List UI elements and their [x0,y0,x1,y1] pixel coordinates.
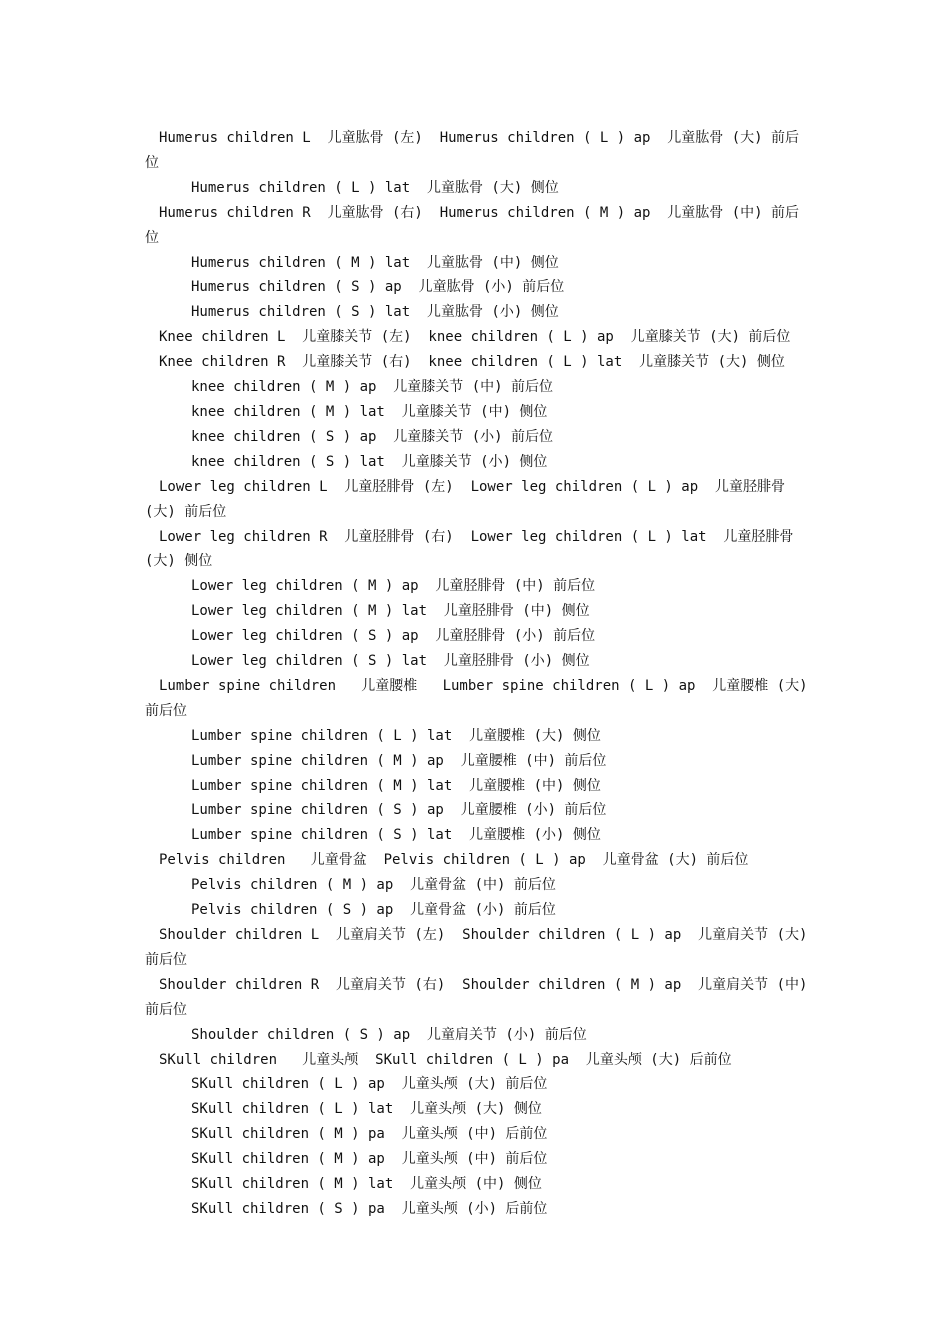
entry-subline: Pelvis children ( S ) ap 儿童骨盆 (小) 前后位 [191,902,556,919]
entry-heading-line: Knee children R 儿童膝关节 (右) knee children ( L ) lat 儿童膝关节 (大) 侧位 [159,354,785,371]
entry-subline: knee children ( S ) lat 儿童膝关节 (小) 侧位 [191,453,548,470]
entry-subline: knee children ( S ) ap 儿童膝关节 (小) 前后位 [191,428,554,445]
entry-subline: SKull children ( M ) pa 儿童头颅 (中) 后前位 [191,1126,548,1143]
entry-subline: knee children ( M ) lat 儿童膝关节 (中) 侧位 [191,403,548,420]
entry-subline: Humerus children ( S ) lat 儿童肱骨 (小) 侧位 [191,304,559,321]
entry-heading-line: Pelvis children 儿童骨盆 Pelvis children ( L ) ap 儿童骨盆 (大) 前后位 [159,852,749,869]
entry-heading-line: Lumber spine children 儿童腰椎 Lumber spine children ( L ) ap 儿童腰椎 (大) 前后位 [145,677,817,719]
entry-heading-line: Knee children L 儿童膝关节 (左) knee children ( L ) ap 儿童膝关节 (大) 前后位 [159,329,791,346]
entry-heading-line: Humerus children R 儿童肱骨 (右) Humerus children ( M ) ap 儿童肱骨 (中) 前后位 [145,204,800,246]
entry-subline: SKull children ( M ) lat 儿童头颅 (中) 侧位 [191,1176,542,1193]
entry-subline: Shoulder children ( S ) ap 儿童肩关节 (小) 前后位 [191,1026,587,1043]
document-body [145,126,817,1222]
entry-subline: Humerus children ( L ) lat 儿童肱骨 (大) 侧位 [191,179,559,196]
entry-heading-line: Lower leg children R 儿童胫腓骨 (右) Lower leg children ( L ) lat 儿童胫腓骨 (大) 侧位 [145,528,802,570]
entry-subline: Humerus children ( M ) lat 儿童肱骨 (中) 侧位 [191,254,559,271]
entry-heading-line: Shoulder children L 儿童肩关节 (左) Shoulder children ( L ) ap 儿童肩关节 (大) 前后位 [145,927,816,968]
entry-subline: Lower leg children ( M ) lat 儿童胫腓骨 (中) 侧位 [191,603,590,620]
entry-subline: Lumber spine children ( M ) lat 儿童腰椎 (中) 侧位 [191,777,601,794]
entry-subline: SKull children ( L ) ap 儿童头颅 (大) 前后位 [191,1076,548,1093]
entry-subline: Lower leg children ( M ) ap 儿童胫腓骨 (中) 前后位 [191,578,596,595]
entry-subline: knee children ( M ) ap 儿童膝关节 (中) 前后位 [191,379,554,396]
entry-subline: Lumber spine children ( M ) ap 儿童腰椎 (中) 前后位 [191,752,607,769]
entry-subline: SKull children ( L ) lat 儿童头颅 (大) 侧位 [191,1101,542,1118]
entry-heading-line: Lower leg children L 儿童胫腓骨 (左) Lower leg children ( L ) ap 儿童胫腓骨 (大) 前后位 [145,478,794,520]
entry-subline: Lumber spine children ( S ) ap 儿童腰椎 (小) 前后位 [191,802,607,819]
entry-subline: Lower leg children ( S ) ap 儿童胫腓骨 (小) 前后位 [191,628,596,645]
entry-subline: Pelvis children ( M ) ap 儿童骨盆 (中) 前后位 [191,877,556,894]
entry-subline: SKull children ( M ) ap 儿童头颅 (中) 前后位 [191,1151,548,1168]
entry-heading-line: Humerus children L 儿童肱骨 (左) Humerus children ( L ) ap 儿童肱骨 (大) 前后位 [145,130,800,171]
entry-heading-line: Shoulder children R 儿童肩关节 (右) Shoulder children ( M ) ap 儿童肩关节 (中) 前后位 [145,976,816,1018]
entry-heading-line: SKull children 儿童头颅 SKull children ( L ) pa 儿童头颅 (大) 后前位 [159,1051,732,1068]
entry-subline: Lower leg children ( S ) lat 儿童胫腓骨 (小) 侧位 [191,653,590,670]
entry-subline: Humerus children ( S ) ap 儿童肱骨 (小) 前后位 [191,279,565,296]
entry-subline: Lumber spine children ( L ) lat 儿童腰椎 (大) 侧位 [191,727,601,744]
entry-subline: Lumber spine children ( S ) lat 儿童腰椎 (小) 侧位 [191,827,601,844]
entry-subline: SKull children ( S ) pa 儿童头颅 (小) 后前位 [191,1200,548,1217]
